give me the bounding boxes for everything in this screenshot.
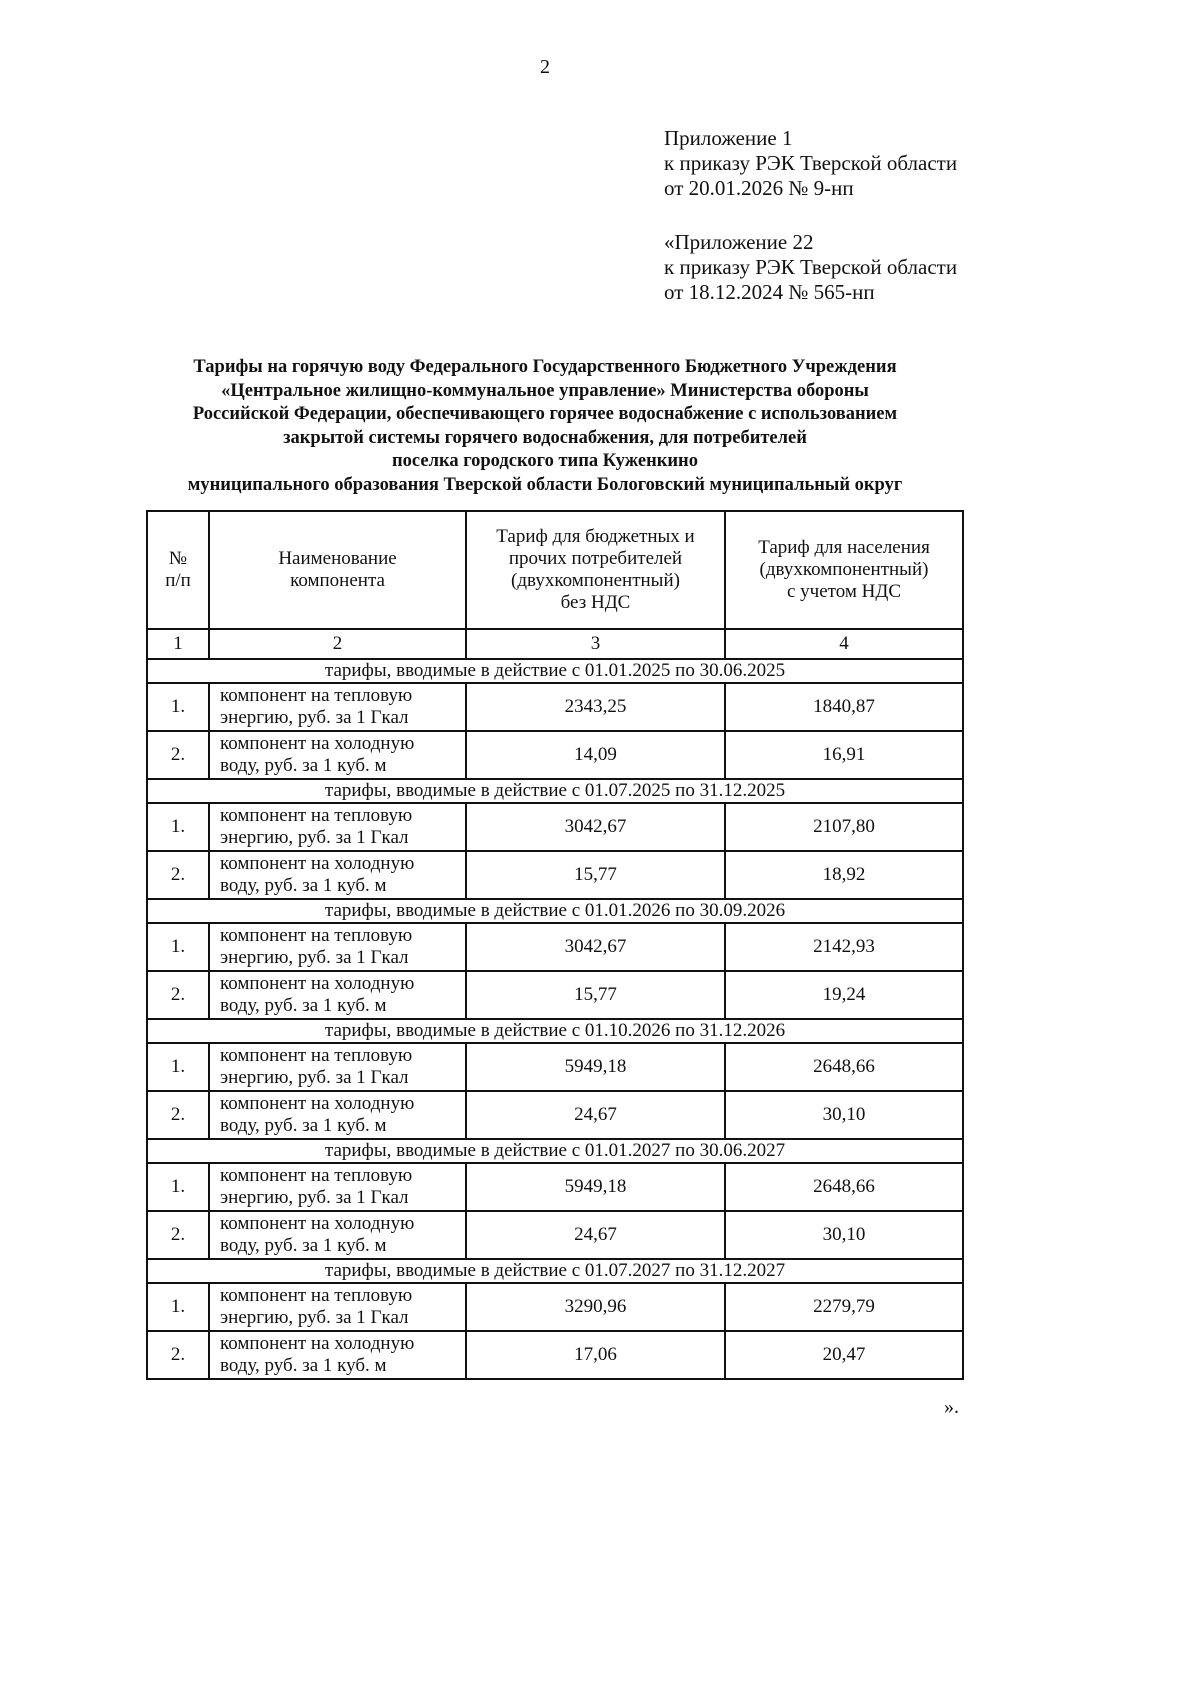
appendix-1-reference <box>664 126 957 201</box>
component-name: компонент на холодную воду, руб. за 1 куб. м <box>209 1331 466 1379</box>
tariff-population-value: 1840,87 <box>725 683 963 731</box>
component-name: компонент на тепловую энергию, руб. за 1 Гкал <box>209 1043 466 1091</box>
table-row <box>147 731 963 779</box>
tariff-budget-value: 15,77 <box>466 851 725 899</box>
tariff-population-value: 20,47 <box>725 1331 963 1379</box>
tariff-budget-value: 24,67 <box>466 1211 725 1259</box>
tariff-table <box>146 510 964 1380</box>
column-number: 3 <box>466 629 725 659</box>
tariff-population-value: 2142,93 <box>725 923 963 971</box>
row-number: 2. <box>147 1331 209 1379</box>
table-row <box>147 1331 963 1379</box>
column-number-row <box>147 629 963 659</box>
period-section-row <box>147 899 963 923</box>
period-label: тарифы, вводимые в действие с 01.07.2025 по 31.12.2025 <box>147 779 963 803</box>
component-name: компонент на тепловую энергию, руб. за 1 Гкал <box>209 1283 466 1331</box>
period-section-row <box>147 779 963 803</box>
column-number: 1 <box>147 629 209 659</box>
document-title <box>100 356 990 497</box>
period-section-row <box>147 1139 963 1163</box>
page-number: 2 <box>540 56 550 78</box>
component-name: компонент на тепловую энергию, руб. за 1 Гкал <box>209 683 466 731</box>
component-name: компонент на тепловую энергию, руб. за 1 Гкал <box>209 803 466 851</box>
period-label: тарифы, вводимые в действие с 01.01.2025 по 30.06.2025 <box>147 659 963 683</box>
period-section-row <box>147 1019 963 1043</box>
period-label: тарифы, вводимые в действие с 01.01.2026 по 30.09.2026 <box>147 899 963 923</box>
row-number: 1. <box>147 1043 209 1091</box>
title-line: муниципального образования Тверской области Бологовский муниципальный округ <box>187 474 903 495</box>
component-name: компонент на холодную воду, руб. за 1 куб. м <box>209 731 466 779</box>
table-row <box>147 1043 963 1091</box>
table-row <box>147 851 963 899</box>
table-row <box>147 1163 963 1211</box>
period-label: тарифы, вводимые в действие с 01.01.2027 по 30.06.2027 <box>147 1139 963 1163</box>
row-number: 2. <box>147 1211 209 1259</box>
period-label: тарифы, вводимые в действие с 01.10.2026 по 31.12.2026 <box>147 1019 963 1043</box>
header-number: № п/п <box>147 511 209 629</box>
column-number: 2 <box>209 629 466 659</box>
column-number: 4 <box>725 629 963 659</box>
header-tariff-budget: Тариф для бюджетных и прочих потребителей (двухкомпонентный) без НДС <box>466 511 725 629</box>
tariff-population-value: 18,92 <box>725 851 963 899</box>
table-row <box>147 1091 963 1139</box>
tariff-budget-value: 3042,67 <box>466 923 725 971</box>
appendix-line: к приказу РЭК Тверской области <box>664 255 958 279</box>
table-row <box>147 1283 963 1331</box>
header-tariff-population: Тариф для населения (двухкомпонентный) с учетом НДС <box>725 511 963 629</box>
component-name: компонент на холодную воду, руб. за 1 куб. м <box>209 971 466 1019</box>
table-row <box>147 1211 963 1259</box>
tariff-population-value: 30,10 <box>725 1211 963 1259</box>
table-row <box>147 923 963 971</box>
tariff-population-value: 19,24 <box>725 971 963 1019</box>
title-line: Тарифы на горячую воду Федерального Государственного Бюджетного Учреждения <box>193 357 897 377</box>
tariff-population-value: 2648,66 <box>725 1043 963 1091</box>
tariff-budget-value: 15,77 <box>466 971 725 1019</box>
header-component: Наименование компонента <box>209 511 466 629</box>
component-name: компонент на тепловую энергию, руб. за 1 Гкал <box>209 1163 466 1211</box>
period-label: тарифы, вводимые в действие с 01.07.2027 по 31.12.2027 <box>147 1259 963 1283</box>
title-line: поселка городского типа Куженкино <box>392 451 698 471</box>
appendix-22-reference <box>664 230 957 305</box>
tariff-budget-value: 17,06 <box>466 1331 725 1379</box>
tariff-population-value: 16,91 <box>725 731 963 779</box>
row-number: 2. <box>147 1091 209 1139</box>
row-number: 1. <box>147 1283 209 1331</box>
tariff-budget-value: 14,09 <box>466 731 725 779</box>
table-row <box>147 683 963 731</box>
row-number: 1. <box>147 803 209 851</box>
table-row <box>147 803 963 851</box>
component-name: компонент на холодную воду, руб. за 1 куб. м <box>209 1211 466 1259</box>
appendix-line: Приложение 1 <box>664 126 793 150</box>
appendix-line: от 18.12.2024 № 565-нп <box>664 280 875 304</box>
tariff-budget-value: 2343,25 <box>466 683 725 731</box>
tariff-population-value: 2648,66 <box>725 1163 963 1211</box>
row-number: 2. <box>147 971 209 1019</box>
component-name: компонент на холодную воду, руб. за 1 куб. м <box>209 1091 466 1139</box>
appendix-line: от 20.01.2026 № 9-нп <box>664 176 854 200</box>
tariff-budget-value: 3290,96 <box>466 1283 725 1331</box>
period-section-row <box>147 1259 963 1283</box>
row-number: 2. <box>147 851 209 899</box>
row-number: 1. <box>147 683 209 731</box>
tariff-population-value: 2279,79 <box>725 1283 963 1331</box>
component-name: компонент на холодную воду, руб. за 1 куб. м <box>209 851 466 899</box>
tariff-budget-value: 5949,18 <box>466 1163 725 1211</box>
period-section-row <box>147 659 963 683</box>
title-line: закрытой системы горячего водоснабжения, для потребителей <box>283 427 807 448</box>
tariff-population-value: 2107,80 <box>725 803 963 851</box>
tariff-budget-value: 5949,18 <box>466 1043 725 1091</box>
appendix-line: «Приложение 22 <box>664 230 814 254</box>
table-header-row <box>147 511 963 629</box>
row-number: 2. <box>147 731 209 779</box>
closing-quote: ». <box>944 1396 959 1418</box>
table-row <box>147 971 963 1019</box>
title-line: «Центральное жилищно-коммунальное управление» Министерства обороны <box>221 380 869 401</box>
component-name: компонент на тепловую энергию, руб. за 1 Гкал <box>209 923 466 971</box>
tariff-population-value: 30,10 <box>725 1091 963 1139</box>
row-number: 1. <box>147 1163 209 1211</box>
row-number: 1. <box>147 923 209 971</box>
appendix-line: к приказу РЭК Тверской области <box>664 151 958 175</box>
tariff-budget-value: 24,67 <box>466 1091 725 1139</box>
title-line: Российской Федерации, обеспечивающего горячее водоснабжение с использованием <box>192 404 898 424</box>
tariff-budget-value: 3042,67 <box>466 803 725 851</box>
